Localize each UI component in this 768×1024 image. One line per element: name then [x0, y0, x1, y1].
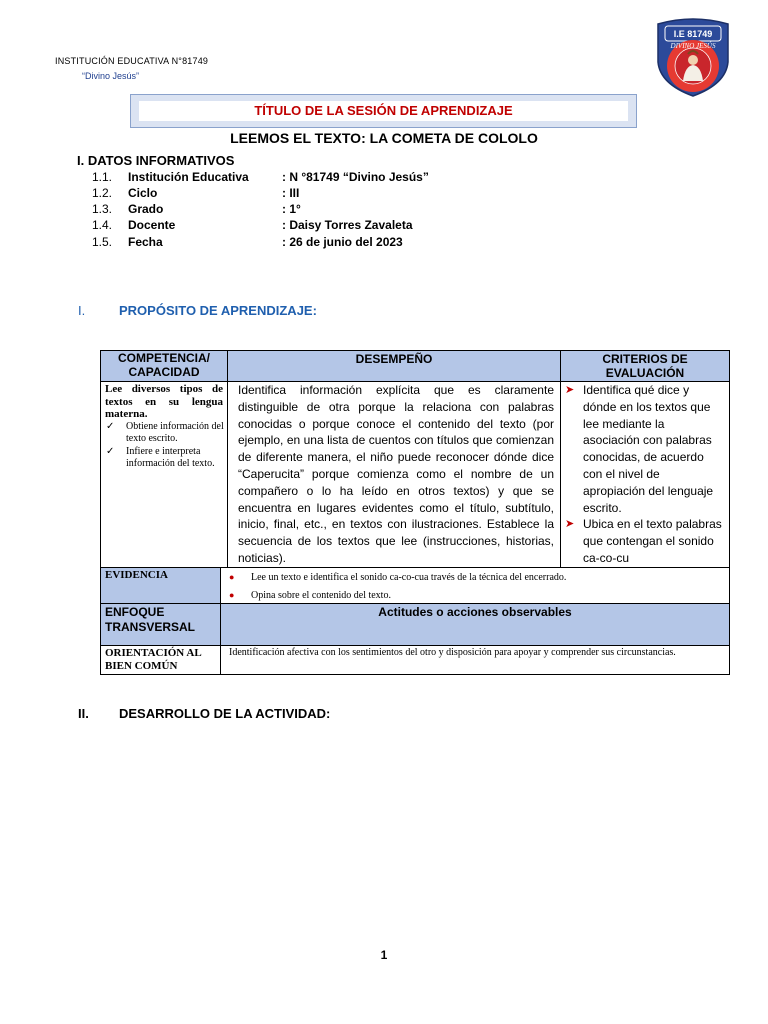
institution-name: INSTITUCIÓN EDUCATIVA N°81749 — [55, 56, 209, 66]
criterio-text: Ubica en el texto palabras que contengan el sonido ca-co-cu — [583, 517, 722, 565]
capacidad-text: Infiere e interpreta información del texto. — [126, 445, 215, 470]
arrow-bullet-icon: ➤ — [565, 384, 575, 396]
orientacion-label: ORIENTACIÓN AL BIEN COMÚN — [100, 645, 221, 675]
session-title: LEEMOS EL TEXTO: LA COMETA DE COLOLO — [230, 130, 538, 146]
evidencia-text: Lee un texto e identifica el sonido ca-co-cua través de la técnica del encerrado. — [251, 572, 567, 583]
proposito-number: I. — [78, 303, 86, 318]
enfoque-label: ENFOQUE TRANSVERSAL — [100, 603, 221, 646]
datos-num: 1.5. — [92, 235, 113, 249]
criterio-text: Identifica qué dice y dónde en los textos que lee mediante la asociación con palabras conocidas, de acuerdo con el nivel de apropiación del lenguaje escrito. — [583, 383, 714, 515]
datos-num: 1.3. — [92, 202, 113, 216]
competencia-title: Lee diversos tipos de textos en su lengua materna. — [105, 383, 223, 420]
header-criterios: CRITERIOS DE EVALUACIÓN — [560, 350, 730, 382]
evidencia-item — [221, 569, 729, 587]
capacidad-item — [101, 446, 227, 471]
datos-label: Docente — [128, 218, 176, 232]
session-banner — [130, 94, 637, 128]
page-number: 1 — [380, 948, 388, 962]
desarrollo-heading: DESARROLLO DE LA ACTIVIDAD: — [119, 706, 331, 721]
check-icon: ✓ — [106, 445, 115, 457]
desarrollo-number: II. — [78, 706, 89, 721]
evidencia-item — [221, 587, 729, 605]
criterios-cell — [560, 381, 730, 568]
capacidad-item — [101, 421, 227, 446]
bullet-icon: ● — [229, 589, 235, 600]
competencia-cell — [100, 381, 228, 568]
orientacion-text: Identificación afectiva con los sentimientos del otro y disposición para apoyar y comprender sus circunstancias. — [220, 645, 730, 675]
school-crest-icon — [652, 18, 734, 98]
evidencia-text: Opina sobre el contenido del texto. — [251, 589, 391, 601]
actitudes-header: Actitudes o acciones observables — [220, 603, 730, 646]
session-banner-text: TÍTULO DE LA SESIÓN DE APRENDIZAJE — [139, 101, 628, 121]
datos-value: : Daisy Torres Zavaleta — [282, 218, 413, 232]
bullet-icon: ● — [229, 572, 235, 582]
datos-heading: I. DATOS INFORMATIVOS — [77, 153, 235, 168]
datos-value: : 1° — [282, 202, 301, 216]
datos-value: : N °81749 “Divino Jesús” — [282, 170, 429, 184]
datos-num: 1.2. — [92, 186, 113, 200]
arrow-bullet-icon: ➤ — [565, 518, 575, 531]
header-competencia: COMPETENCIA/ CAPACIDAD — [100, 350, 228, 382]
datos-num: 1.4. — [92, 218, 113, 232]
datos-label: Ciclo — [128, 186, 158, 200]
logo-top-text: I.E 81749 — [673, 29, 713, 39]
institution-motto: “Divino Jesús” — [82, 71, 140, 81]
evidencia-label: EVIDENCIA — [100, 567, 221, 604]
logo-ring-text: DIVINO JESÚS — [670, 42, 716, 50]
desempeno-cell: Identifica información explícita que es claramente distinguible de otra porque la relaciona con palabras conocidas o porque conoce el contenido del texto (por ejemplo, en una lista de cuentos con títulos que comienzan de diferente manera, el niño puede reconocer dónde dice “Caperucita” porque comienza como el nombre de un compañero o lo ha leído en otros textos) y que se encuentra en lugares evidentes como el título, subtítulo, inicio, final, etc., en textos con ilustraciones. Establece la secuencia de los textos que lee (instrucciones, historias, noticias). — [227, 381, 561, 568]
datos-value: : 26 de junio del 2023 — [282, 235, 403, 249]
criterio-item — [561, 516, 729, 566]
datos-label: Grado — [128, 202, 164, 216]
capacidad-text: Obtiene información del texto escrito. — [126, 420, 224, 445]
proposito-heading: PROPÓSITO DE APRENDIZAJE: — [119, 303, 317, 318]
header-desempeno: DESEMPEÑO — [227, 350, 561, 382]
check-icon: ✓ — [106, 420, 115, 432]
datos-num: 1.1. — [92, 170, 113, 184]
datos-label: Fecha — [128, 235, 163, 249]
criterio-item — [561, 382, 729, 516]
datos-value: : III — [282, 186, 300, 200]
evidencia-cell — [220, 567, 730, 604]
datos-label: Institución Educativa — [128, 170, 249, 184]
